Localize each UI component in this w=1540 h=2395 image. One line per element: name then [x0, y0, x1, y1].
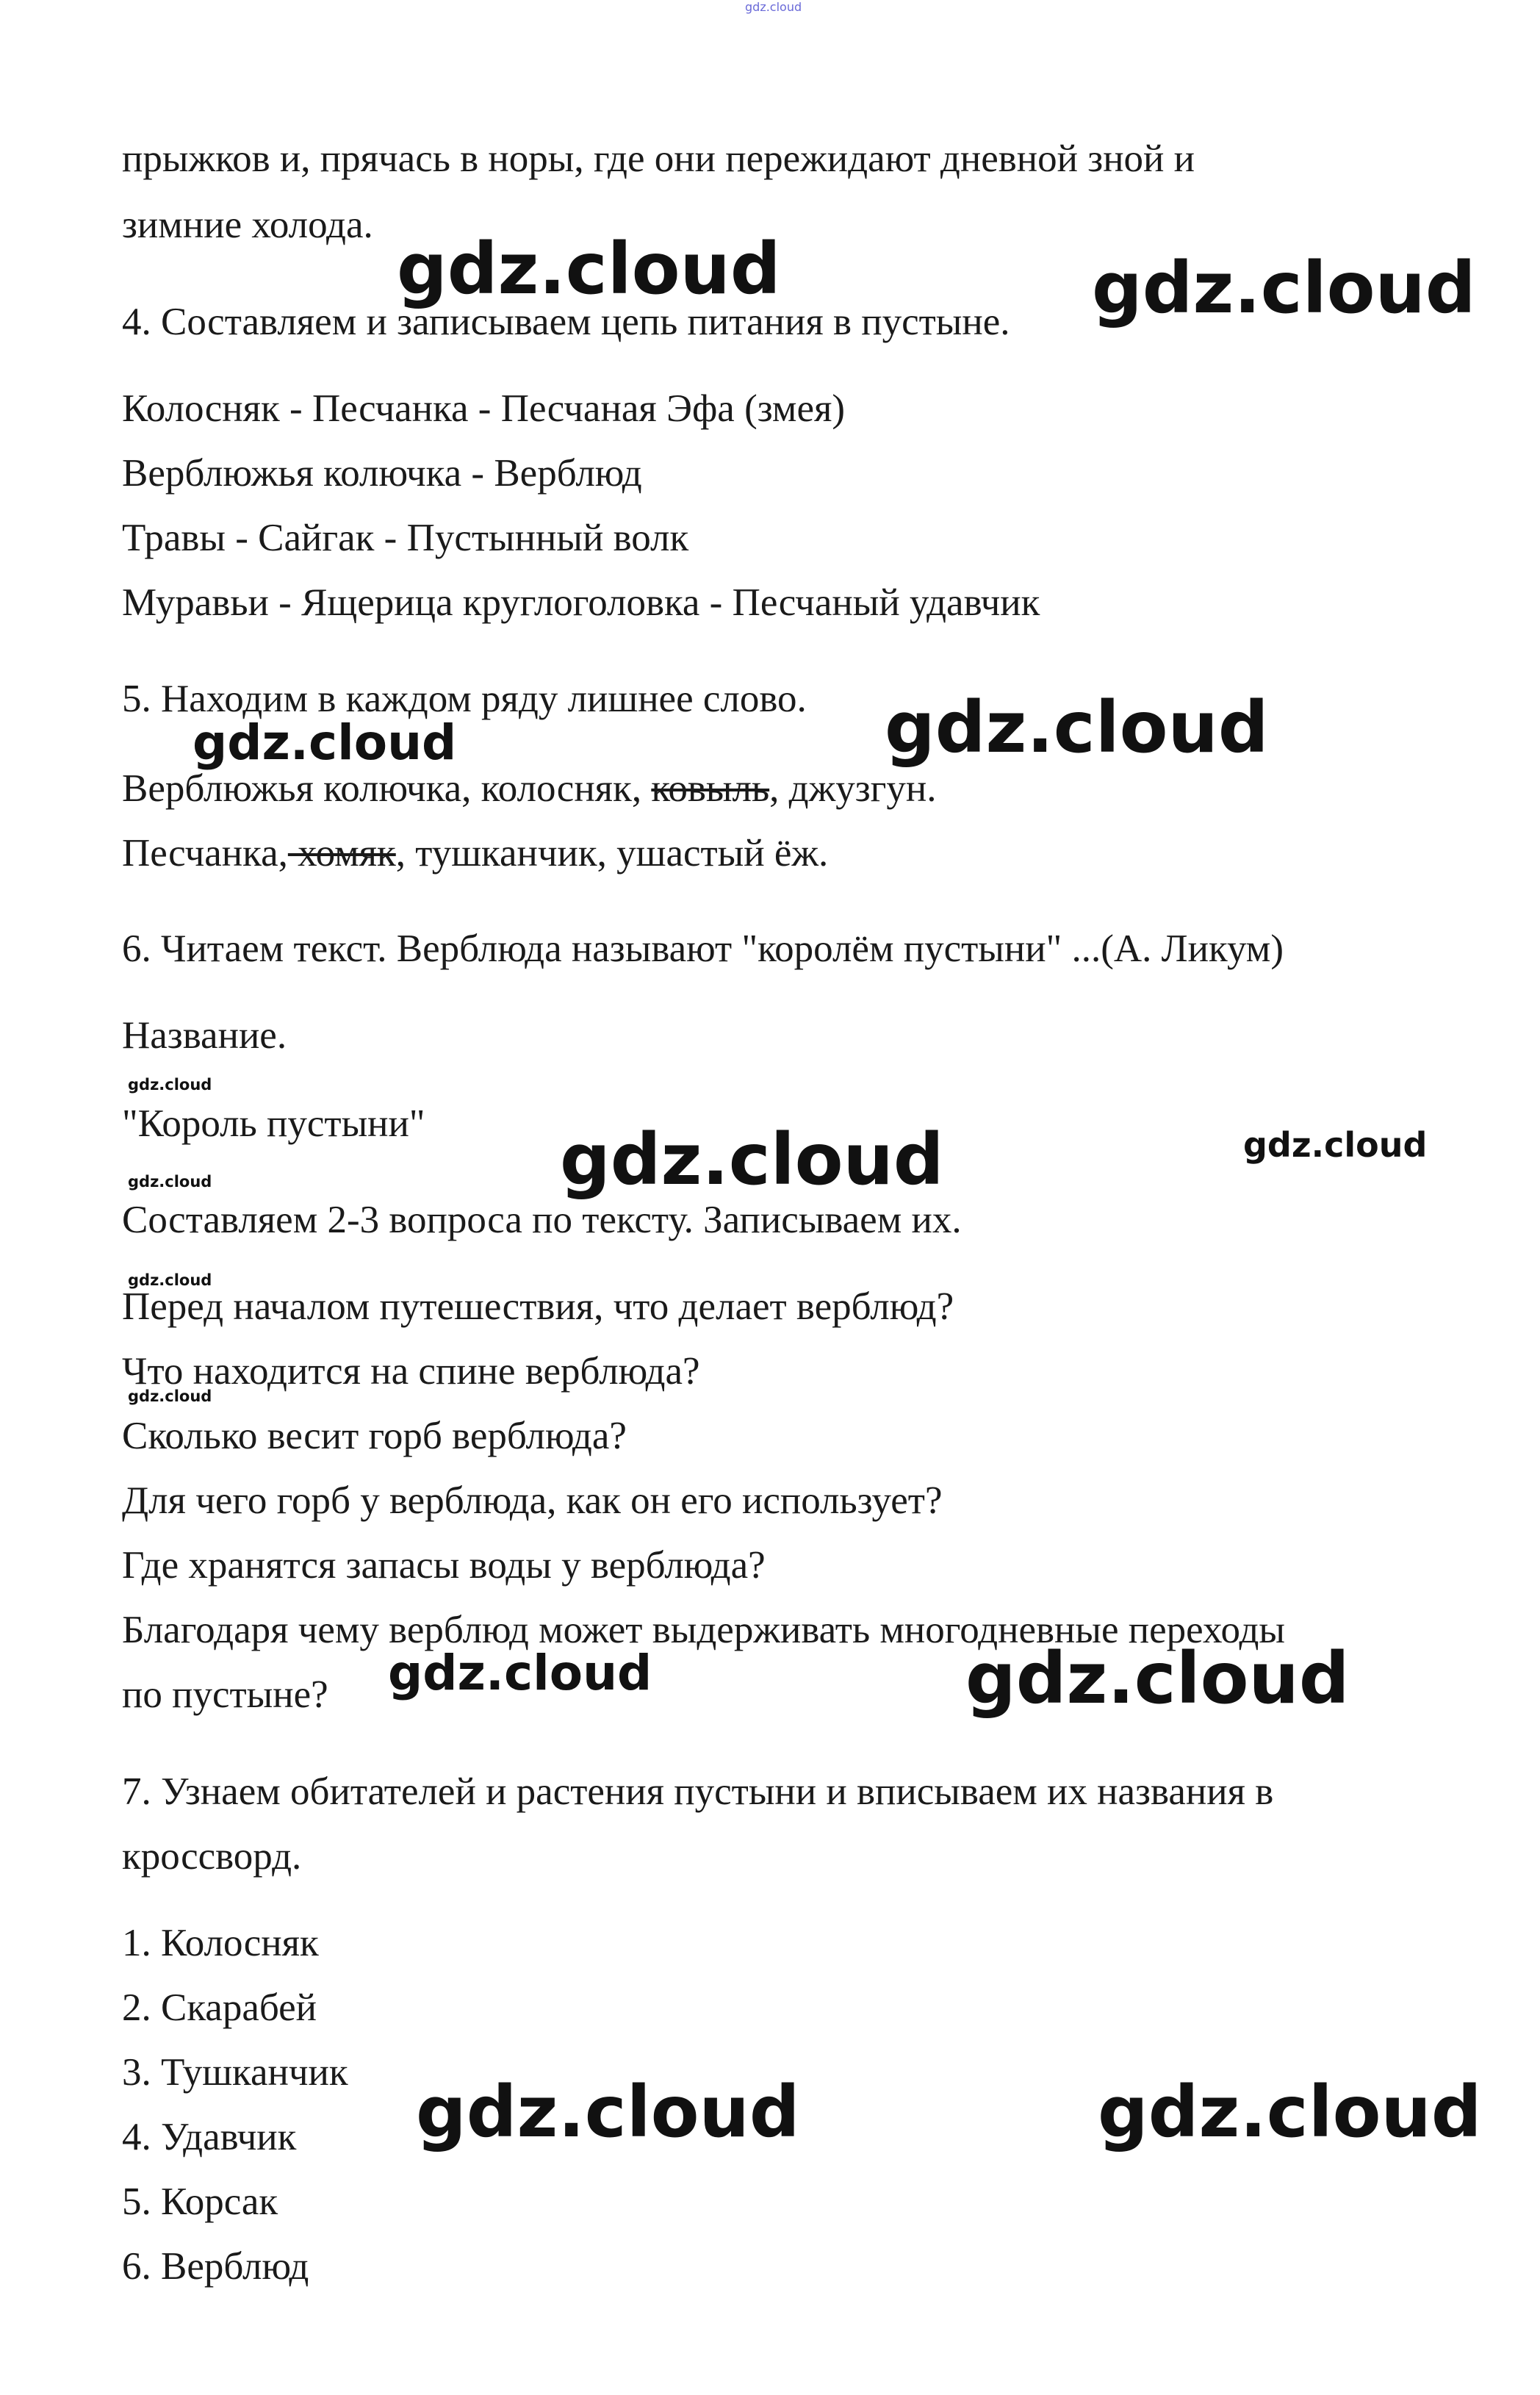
question: Где хранятся запасы воды у верблюда?: [122, 1544, 766, 1587]
watermark: gdz.cloud: [397, 228, 781, 310]
question: Благодаря чему верблюд может выдерживать многодневные переходы: [122, 1609, 1286, 1651]
watermark: gdz.cloud: [1243, 1125, 1428, 1165]
odd-word-row-2: [122, 834, 828, 873]
watermark: gdz.cloud: [745, 0, 802, 14]
question: Что находится на спине верблюда?: [122, 1350, 700, 1393]
text-line: кроссворд.: [122, 1835, 302, 1878]
watermark: gdz.cloud: [128, 1271, 212, 1289]
text-line: прыжков и, прячась в норы, где они пережидают дневной зной и: [122, 137, 1195, 180]
watermark: gdz.cloud: [1092, 247, 1476, 329]
row-text: Песчанка,: [122, 832, 288, 875]
watermark: gdz.cloud: [885, 686, 1269, 769]
crossword-answer: 2. Скарабей: [122, 1986, 317, 2029]
question: Для чего горб у верблюда, как он его использует?: [122, 1479, 943, 1522]
watermark: gdz.cloud: [128, 1387, 212, 1405]
task-6-heading: 6. Читаем текст. Верблюда называют "королём пустыни" ...(А. Ликум): [122, 927, 1284, 970]
questions-heading: Составляем 2-3 вопроса по тексту. Записываем их.: [122, 1199, 962, 1241]
crossword-answer: 1. Колосняк: [122, 1922, 319, 1964]
odd-word-row-1: [122, 769, 937, 808]
watermark: gdz.cloud: [416, 2071, 800, 2153]
question: Перед началом путешествия, что делает верблюд?: [122, 1285, 954, 1328]
crossword-answer: 3. Тушканчик: [122, 2051, 348, 2094]
title-answer: "Король пустыни": [122, 1102, 425, 1145]
task-4-heading: 4. Составляем и записываем цепь питания в пустыне.: [122, 301, 1010, 343]
row-text: Верблюжья колючка, колосняк,: [122, 767, 652, 810]
title-label: Название.: [122, 1014, 287, 1057]
crossword-answer: 4. Удавчик: [122, 2116, 297, 2158]
food-chain-2: Верблюжья колючка - Верблюд: [122, 452, 642, 495]
crossed-word: хомяк: [287, 832, 396, 875]
watermark: gdz.cloud: [560, 1118, 944, 1201]
crossword-answer: 6. Верблюд: [122, 2245, 309, 2288]
food-chain-3: Травы - Сайгак - Пустынный волк: [122, 517, 689, 559]
watermark: gdz.cloud: [388, 1645, 652, 1701]
task-5-heading: 5. Находим в каждом ряду лишнее слово.: [122, 678, 807, 720]
watermark: gdz.cloud: [128, 1173, 212, 1191]
watermark: gdz.cloud: [1098, 2071, 1482, 2153]
watermark: gdz.cloud: [128, 1076, 212, 1094]
food-chain-1: Колосняк - Песчанка - Песчаная Эфа (змея): [122, 387, 845, 430]
text-line: зимние холода.: [122, 204, 373, 246]
row-text: , тушканчик, ушастый ёж.: [395, 832, 829, 875]
watermark: gdz.cloud: [965, 1637, 1350, 1720]
crossword-answer: 5. Корсак: [122, 2180, 278, 2223]
question-continued: по пустыне?: [122, 1673, 328, 1716]
question: Сколько весит горб верблюда?: [122, 1415, 627, 1457]
row-text: , джузгун.: [769, 767, 937, 810]
crossed-word: ковыль: [651, 767, 770, 810]
watermark: gdz.cloud: [192, 714, 457, 771]
task-7-heading: 7. Узнаем обитателей и растения пустыни и вписываем их названия в: [122, 1770, 1274, 1813]
food-chain-4: Муравьи - Ящерица круглоголовка - Песчаный удавчик: [122, 581, 1040, 624]
